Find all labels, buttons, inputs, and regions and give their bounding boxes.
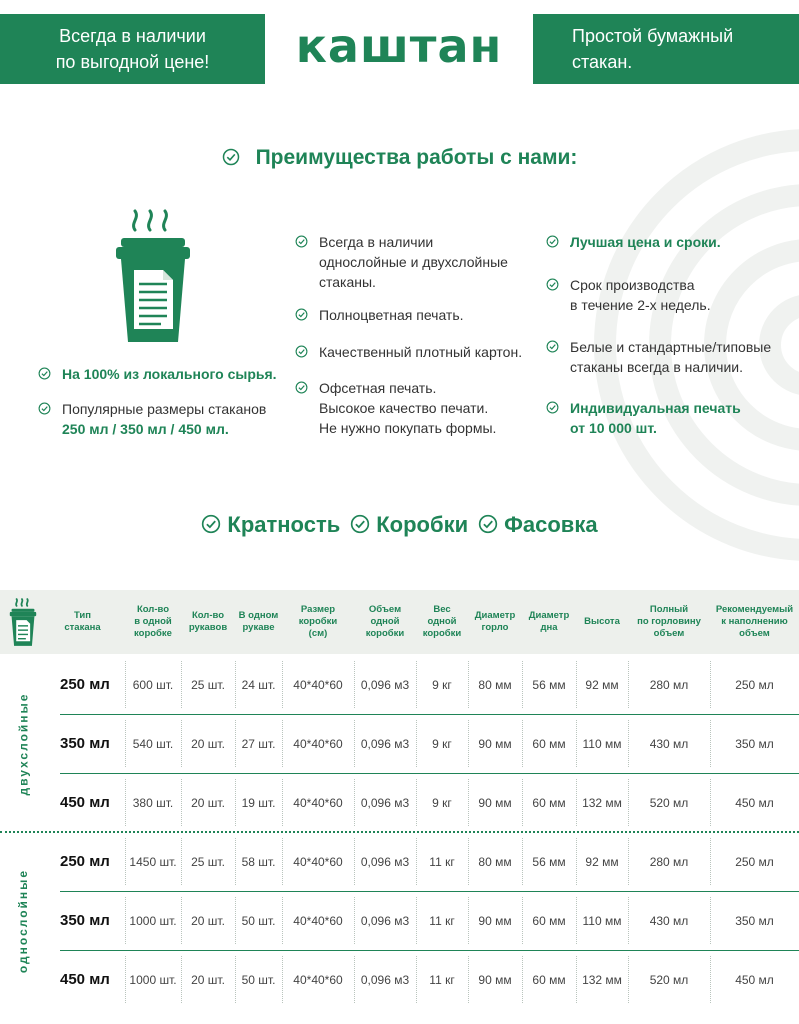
feature-line: стаканы всегда в наличии. bbox=[570, 359, 743, 375]
column-divider bbox=[416, 897, 417, 944]
column-divider bbox=[522, 779, 523, 826]
availability-line-1: Всегда в наличии bbox=[59, 26, 206, 46]
header-line: рукаве bbox=[242, 622, 275, 633]
page-header bbox=[0, 0, 799, 84]
cell-full-volume: 280 мл bbox=[649, 854, 689, 869]
cell-box-weight: 9 кг bbox=[432, 677, 452, 692]
column-divider bbox=[710, 720, 711, 767]
column-divider bbox=[416, 779, 417, 826]
cell-full-volume: 430 мл bbox=[649, 736, 689, 751]
check-circle-icon bbox=[295, 308, 308, 321]
cell-bottom-diameter: 60 мм bbox=[532, 913, 566, 928]
feature-popular-sizes bbox=[38, 399, 300, 439]
column-divider bbox=[125, 779, 126, 826]
cell-recommended-volume: 350 мл bbox=[735, 913, 774, 928]
header-line: Объем bbox=[368, 604, 402, 615]
column-divider bbox=[522, 838, 523, 885]
column-divider bbox=[522, 956, 523, 1003]
header-line: коробке bbox=[134, 628, 172, 639]
column-divider bbox=[235, 661, 236, 708]
availability-banner bbox=[0, 14, 265, 84]
check-circle-icon bbox=[546, 235, 559, 248]
cell-sleeves: 20 шт. bbox=[191, 913, 225, 928]
brand-logo: каштан bbox=[295, 19, 503, 73]
cell-qty-per-box: 540 шт. bbox=[132, 736, 174, 751]
check-circle-icon bbox=[295, 235, 308, 248]
column-divider bbox=[125, 661, 126, 708]
cell-sleeves: 20 шт. bbox=[191, 736, 225, 751]
cell-per-sleeve: 19 шт. bbox=[241, 795, 276, 810]
group-label-text: однослойные bbox=[16, 868, 31, 973]
column-divider bbox=[235, 897, 236, 944]
feature-line: однослойные и двухслойные bbox=[319, 254, 508, 270]
multiplicity-label: Кратность bbox=[227, 512, 341, 537]
column-divider bbox=[710, 838, 711, 885]
check-circle-icon bbox=[201, 514, 221, 534]
cell-neck-diameter: 90 мм bbox=[478, 972, 512, 987]
feature-line: Офсетная печать. bbox=[319, 380, 437, 396]
header-line: Вес bbox=[433, 604, 451, 615]
column-divider bbox=[468, 779, 469, 826]
cell-height: 92 мм bbox=[585, 854, 619, 869]
header-line: Рекомендуемый bbox=[715, 604, 794, 615]
column-header-qty-per-box bbox=[125, 590, 181, 654]
column-divider bbox=[354, 956, 355, 1003]
column-divider bbox=[416, 956, 417, 1003]
boxes-label: Коробки bbox=[376, 512, 469, 537]
check-circle-icon bbox=[478, 514, 498, 534]
feature-local-raw bbox=[38, 364, 298, 384]
column-divider bbox=[282, 838, 283, 885]
column-header-box-size bbox=[282, 590, 354, 654]
feature-line: Не нужно покупать формы. bbox=[319, 420, 497, 436]
cell-box-volume: 0,096 м3 bbox=[360, 972, 410, 987]
group-label bbox=[8, 655, 38, 832]
cell-bottom-diameter: 56 мм bbox=[532, 854, 566, 869]
table-row bbox=[40, 832, 799, 891]
cell-neck-diameter: 80 мм bbox=[478, 854, 512, 869]
column-divider bbox=[181, 779, 182, 826]
header-line: В одном bbox=[238, 610, 279, 621]
cell-neck-diameter: 80 мм bbox=[478, 677, 512, 692]
cell-box-size: 40*40*60 bbox=[293, 854, 343, 869]
cell-neck-diameter: 90 мм bbox=[478, 795, 512, 810]
column-divider bbox=[628, 661, 629, 708]
column-divider bbox=[282, 897, 283, 944]
product-line-1: Простой бумажный bbox=[572, 26, 734, 46]
column-divider bbox=[181, 897, 182, 944]
feature-availability bbox=[295, 232, 555, 292]
cell-recommended-volume: 350 мл bbox=[735, 736, 774, 751]
column-header-box-volume bbox=[354, 590, 416, 654]
header-line: Тип bbox=[73, 610, 92, 621]
check-circle-icon bbox=[295, 345, 308, 358]
cell-box-volume: 0,096 м3 bbox=[360, 677, 410, 692]
packing-label: Фасовка bbox=[504, 512, 598, 537]
cell-box-size: 40*40*60 bbox=[293, 913, 343, 928]
header-line: Высота bbox=[584, 616, 620, 627]
cell-type: 350 мл bbox=[60, 912, 110, 929]
table-row bbox=[40, 714, 799, 773]
feature-line: Индивидуальная печать bbox=[570, 400, 741, 416]
column-header-bottom-diameter bbox=[522, 590, 576, 654]
cell-neck-diameter: 90 мм bbox=[478, 913, 512, 928]
cell-box-weight: 11 кг bbox=[429, 913, 455, 928]
column-divider bbox=[468, 897, 469, 944]
cell-per-sleeve: 27 шт. bbox=[241, 736, 276, 751]
column-divider bbox=[416, 661, 417, 708]
header-line: стакана bbox=[64, 622, 101, 633]
cell-type: 350 мл bbox=[60, 735, 110, 752]
table-row bbox=[40, 655, 799, 714]
column-divider bbox=[235, 838, 236, 885]
cell-recommended-volume: 450 мл bbox=[735, 972, 774, 987]
header-line: (см) bbox=[308, 628, 328, 639]
advantages-title-text: Преимущества работы с нами: bbox=[255, 146, 578, 169]
cell-sleeves: 25 шт. bbox=[191, 677, 225, 692]
column-divider bbox=[125, 897, 126, 944]
column-divider bbox=[576, 779, 577, 826]
column-divider bbox=[416, 720, 417, 767]
column-header-neck-diameter bbox=[468, 590, 522, 654]
column-divider bbox=[125, 956, 126, 1003]
header-line: коробки bbox=[422, 628, 462, 639]
cell-box-weight: 11 кг bbox=[429, 854, 455, 869]
column-divider bbox=[125, 720, 126, 767]
column-divider bbox=[468, 956, 469, 1003]
header-line: дна bbox=[540, 622, 558, 633]
cell-bottom-diameter: 56 мм bbox=[532, 677, 566, 692]
cell-recommended-volume: 250 мл bbox=[735, 677, 774, 692]
column-divider bbox=[576, 661, 577, 708]
cell-full-volume: 280 мл bbox=[649, 677, 689, 692]
column-header-per-sleeve bbox=[235, 590, 282, 654]
column-divider bbox=[628, 779, 629, 826]
feature-production-time bbox=[546, 275, 791, 315]
cell-per-sleeve: 58 шт. bbox=[241, 854, 276, 869]
feature-line: Высокое качество печати. bbox=[319, 400, 489, 416]
coffee-cup-icon bbox=[113, 208, 193, 348]
table-row bbox=[40, 773, 799, 832]
packaging-title bbox=[0, 512, 799, 538]
column-divider bbox=[522, 897, 523, 944]
column-header-recommended-volume bbox=[710, 590, 799, 654]
feature-offset bbox=[295, 378, 555, 438]
column-divider bbox=[468, 838, 469, 885]
column-divider bbox=[354, 897, 355, 944]
feature-line: Срок производства bbox=[570, 277, 695, 293]
product-line-2: стакан. bbox=[572, 52, 633, 72]
column-divider bbox=[628, 838, 629, 885]
feature-text: На 100% из локального сырья. bbox=[62, 366, 277, 382]
feature-custom-print bbox=[546, 398, 791, 438]
cell-type: 450 мл bbox=[60, 794, 110, 811]
product-banner bbox=[533, 14, 799, 84]
feature-line: Белые и стандартные/типовые bbox=[570, 339, 772, 355]
availability-line-2: по выгодной цене! bbox=[55, 52, 210, 72]
cell-bottom-diameter: 60 мм bbox=[532, 972, 566, 987]
cell-box-size: 40*40*60 bbox=[293, 795, 343, 810]
header-line: в одной bbox=[134, 616, 172, 627]
cell-recommended-volume: 450 мл bbox=[735, 795, 774, 810]
feature-line: Полноцветная печать. bbox=[319, 307, 464, 323]
coffee-cup-icon bbox=[8, 598, 38, 648]
cell-full-volume: 520 мл bbox=[649, 795, 689, 810]
feature-line: Лучшая цена и сроки. bbox=[570, 234, 721, 250]
column-divider bbox=[576, 720, 577, 767]
column-divider bbox=[282, 720, 283, 767]
table-row bbox=[40, 891, 799, 950]
check-circle-icon bbox=[546, 401, 559, 414]
header-line: Размер bbox=[300, 604, 336, 615]
column-divider bbox=[628, 897, 629, 944]
column-divider bbox=[282, 661, 283, 708]
column-divider bbox=[628, 956, 629, 1003]
group-label bbox=[8, 832, 38, 1009]
group-label-text: двухслойные bbox=[16, 692, 30, 795]
column-divider bbox=[235, 779, 236, 826]
column-divider bbox=[125, 838, 126, 885]
column-divider bbox=[710, 897, 711, 944]
feature-text: Популярные размеры стаканов bbox=[62, 401, 267, 417]
feature-stock-cups bbox=[546, 337, 796, 377]
cell-height: 110 мм bbox=[582, 913, 622, 928]
cell-full-volume: 520 мл bbox=[649, 972, 689, 987]
column-divider bbox=[181, 720, 182, 767]
column-divider bbox=[282, 956, 283, 1003]
column-divider bbox=[235, 956, 236, 1003]
cell-box-volume: 0,096 м3 bbox=[360, 795, 410, 810]
column-divider bbox=[576, 956, 577, 1003]
header-line: одной bbox=[370, 616, 400, 627]
check-circle-icon bbox=[295, 381, 308, 394]
header-line: коробки bbox=[365, 628, 405, 639]
cell-qty-per-box: 380 шт. bbox=[132, 795, 174, 810]
cell-sleeves: 20 шт. bbox=[191, 795, 225, 810]
feature-full-color bbox=[295, 305, 555, 325]
header-line: рукавов bbox=[188, 622, 228, 633]
column-header-full-volume bbox=[628, 590, 710, 654]
cell-type: 250 мл bbox=[60, 676, 110, 693]
column-divider bbox=[468, 661, 469, 708]
column-divider bbox=[710, 779, 711, 826]
column-divider bbox=[354, 779, 355, 826]
column-divider bbox=[522, 720, 523, 767]
cell-neck-diameter: 90 мм bbox=[478, 736, 512, 751]
column-divider bbox=[354, 838, 355, 885]
header-line: горло bbox=[481, 622, 509, 633]
cell-box-weight: 9 кг bbox=[432, 795, 452, 810]
check-circle-icon bbox=[38, 402, 51, 415]
cell-bottom-diameter: 60 мм bbox=[532, 795, 566, 810]
sizes-highlight: 250 мл / 350 мл / 450 мл. bbox=[62, 421, 229, 437]
column-divider bbox=[710, 661, 711, 708]
cell-per-sleeve: 50 шт. bbox=[241, 972, 276, 987]
cell-height: 92 мм bbox=[585, 677, 619, 692]
advantages-title bbox=[0, 146, 799, 170]
header-line: Кол-во bbox=[136, 604, 170, 615]
cell-qty-per-box: 1000 шт. bbox=[129, 913, 177, 928]
column-divider bbox=[628, 720, 629, 767]
header-line: объем bbox=[739, 628, 770, 639]
check-circle-icon bbox=[546, 278, 559, 291]
table-row bbox=[40, 950, 799, 1009]
feature-line: в течение 2-х недель. bbox=[570, 297, 711, 313]
cell-qty-per-box: 600 шт. bbox=[132, 677, 174, 692]
check-circle-icon bbox=[222, 148, 240, 166]
cell-sleeves: 25 шт. bbox=[191, 854, 225, 869]
header-line: Кол-во bbox=[191, 610, 225, 621]
column-divider bbox=[354, 661, 355, 708]
cell-recommended-volume: 250 мл bbox=[735, 854, 774, 869]
column-divider bbox=[576, 897, 577, 944]
column-header-type bbox=[40, 590, 125, 654]
cell-full-volume: 430 мл bbox=[649, 913, 689, 928]
header-line: Диаметр bbox=[528, 610, 570, 621]
feature-cardboard bbox=[295, 342, 560, 362]
cell-per-sleeve: 24 шт. bbox=[241, 677, 276, 692]
cell-type: 250 мл bbox=[60, 853, 110, 870]
cell-box-volume: 0,096 м3 bbox=[360, 854, 410, 869]
column-divider bbox=[522, 661, 523, 708]
cell-sleeves: 20 шт. bbox=[191, 972, 225, 987]
feature-line: Качественный плотный картон. bbox=[319, 344, 523, 360]
feature-best-price bbox=[546, 232, 791, 252]
header-line: по горловину bbox=[637, 616, 701, 627]
cell-height: 110 мм bbox=[582, 736, 622, 751]
column-divider bbox=[235, 720, 236, 767]
column-divider bbox=[576, 838, 577, 885]
table-header bbox=[0, 590, 799, 654]
column-divider bbox=[710, 956, 711, 1003]
cell-qty-per-box: 1000 шт. bbox=[129, 972, 177, 987]
cell-box-size: 40*40*60 bbox=[293, 677, 343, 692]
header-line: одной bbox=[427, 616, 457, 627]
column-header-height bbox=[576, 590, 628, 654]
column-divider bbox=[468, 720, 469, 767]
cell-height: 132 мм bbox=[582, 972, 622, 987]
feature-line: Всегда в наличии bbox=[319, 234, 434, 250]
feature-line: от 10 000 шт. bbox=[570, 420, 657, 436]
cell-qty-per-box: 1450 шт. bbox=[129, 854, 177, 869]
cell-box-weight: 11 кг bbox=[429, 972, 455, 987]
column-header-sleeves bbox=[181, 590, 235, 654]
cell-box-size: 40*40*60 bbox=[293, 736, 343, 751]
header-line: к наполнению bbox=[721, 616, 788, 627]
check-circle-icon bbox=[546, 340, 559, 353]
cell-box-volume: 0,096 м3 bbox=[360, 913, 410, 928]
column-divider bbox=[181, 838, 182, 885]
cell-per-sleeve: 50 шт. bbox=[241, 913, 276, 928]
cell-box-volume: 0,096 м3 bbox=[360, 736, 410, 751]
column-divider bbox=[181, 661, 182, 708]
cell-box-size: 40*40*60 bbox=[293, 972, 343, 987]
column-divider bbox=[181, 956, 182, 1003]
header-line: коробки bbox=[298, 616, 338, 627]
header-line: Полный bbox=[649, 604, 689, 615]
column-header-box-weight bbox=[416, 590, 468, 654]
header-line: Диаметр bbox=[474, 610, 516, 621]
column-divider bbox=[282, 779, 283, 826]
column-divider bbox=[416, 838, 417, 885]
check-circle-icon bbox=[350, 514, 370, 534]
cell-bottom-diameter: 60 мм bbox=[532, 736, 566, 751]
column-divider bbox=[354, 720, 355, 767]
cell-height: 132 мм bbox=[582, 795, 622, 810]
cell-box-weight: 9 кг bbox=[432, 736, 452, 751]
check-circle-icon bbox=[38, 367, 51, 380]
header-line: объем bbox=[653, 628, 685, 639]
cell-type: 450 мл bbox=[60, 971, 110, 988]
feature-line: стаканы. bbox=[319, 274, 376, 290]
